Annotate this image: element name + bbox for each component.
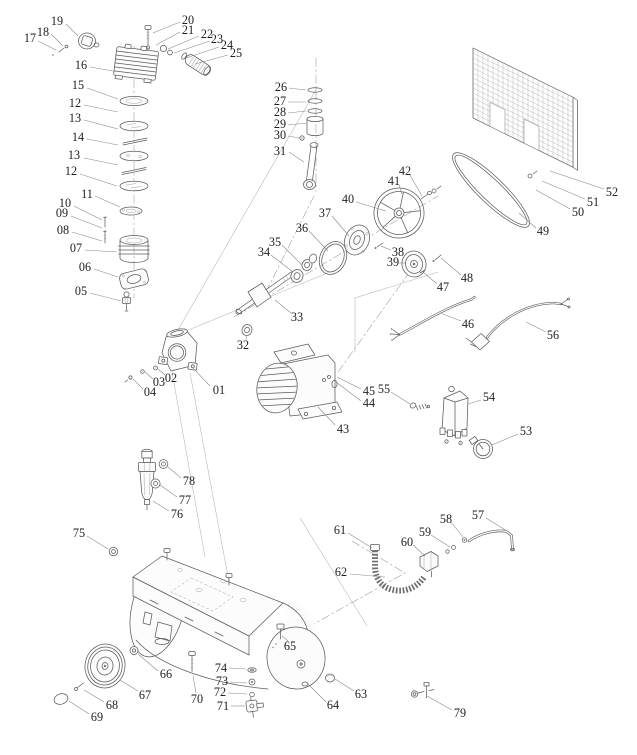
part-label-46-44: 46 bbox=[461, 317, 475, 331]
leader-line-20 bbox=[153, 22, 180, 33]
part-label-76-60: 76 bbox=[170, 507, 184, 521]
part-label-21-18: 21 bbox=[181, 23, 195, 37]
leader-line-54 bbox=[468, 400, 481, 404]
leader-line-73 bbox=[230, 682, 247, 683]
part-label-06-15: 06 bbox=[78, 260, 92, 274]
part-label-37-32: 37 bbox=[318, 206, 332, 220]
part-label-61-62: 61 bbox=[333, 523, 347, 537]
part-label-35-34: 35 bbox=[268, 235, 282, 249]
leader-line-01 bbox=[192, 367, 210, 386]
leader-line-50 bbox=[536, 190, 570, 209]
part-label-78-58: 78 bbox=[182, 474, 196, 488]
part-label-67-70: 67 bbox=[138, 688, 152, 702]
part-label-29-26: 29 bbox=[273, 117, 287, 131]
leader-line-03 bbox=[145, 372, 153, 379]
part-label-17-2: 17 bbox=[23, 31, 37, 45]
leader-line-38 bbox=[381, 246, 391, 250]
leader-line-06 bbox=[94, 269, 118, 277]
part-label-72-76: 72 bbox=[213, 685, 227, 699]
leader-line-78 bbox=[168, 467, 181, 478]
guard-screws bbox=[432, 171, 537, 193]
part-label-30-27: 30 bbox=[273, 128, 287, 142]
part-label-34-35: 34 bbox=[257, 245, 271, 259]
part-label-36-33: 36 bbox=[295, 221, 309, 235]
leader-line-14 bbox=[87, 139, 118, 145]
leader-line-05 bbox=[90, 293, 121, 301]
leader-line-37 bbox=[332, 216, 349, 236]
part-label-54-56: 54 bbox=[482, 390, 496, 404]
part-label-13-6: 13 bbox=[68, 111, 82, 125]
cylinder-head bbox=[113, 43, 159, 83]
part-label-48-38: 48 bbox=[460, 271, 474, 285]
wheel-washer bbox=[130, 647, 138, 655]
part-label-71-77: 71 bbox=[216, 699, 230, 713]
crankcase bbox=[158, 327, 197, 371]
part-label-38-36: 38 bbox=[391, 245, 405, 259]
part-label-62-63: 62 bbox=[334, 565, 348, 579]
leader-line-42 bbox=[410, 175, 422, 196]
leader-line-63 bbox=[335, 679, 354, 691]
leader-line-29 bbox=[288, 123, 307, 125]
leader-line-16 bbox=[90, 67, 113, 71]
leader-line-26 bbox=[289, 88, 306, 90]
leader-line-07 bbox=[85, 250, 117, 252]
motor-pulley bbox=[375, 243, 442, 279]
pressure-gauge bbox=[469, 436, 492, 458]
wheel-screw bbox=[75, 683, 84, 691]
belt-guard-grille bbox=[473, 48, 578, 170]
cylinder-gasket bbox=[118, 268, 149, 290]
part-label-20-17: 20 bbox=[181, 13, 195, 27]
part-label-12-9: 12 bbox=[64, 164, 78, 178]
leader-line-35 bbox=[282, 245, 302, 265]
tank-nut bbox=[109, 547, 118, 556]
leader-line-04 bbox=[133, 379, 143, 389]
leader-line-75 bbox=[87, 536, 108, 549]
leader-line-46 bbox=[440, 313, 461, 321]
part-label-59-66: 59 bbox=[418, 525, 432, 539]
part-label-73-75: 73 bbox=[215, 674, 229, 688]
leader-line-17 bbox=[38, 41, 56, 50]
part-label-24-21: 24 bbox=[220, 38, 234, 52]
part-label-51-42: 51 bbox=[586, 195, 600, 209]
leader-line-24 bbox=[186, 47, 219, 58]
leader-line-52 bbox=[550, 171, 604, 189]
pressure-switch bbox=[440, 386, 468, 444]
part-label-63-78: 63 bbox=[354, 687, 368, 701]
part-label-27-24: 27 bbox=[273, 94, 287, 108]
safety-valve bbox=[411, 683, 434, 699]
head-bolt bbox=[145, 26, 151, 50]
intake-elbow bbox=[160, 45, 172, 55]
leader-line-69 bbox=[69, 701, 89, 714]
leader-line-68 bbox=[84, 690, 104, 702]
part-label-74-74: 74 bbox=[214, 661, 228, 675]
part-label-15-4: 15 bbox=[71, 78, 85, 92]
motor bbox=[253, 344, 342, 419]
leader-line-21 bbox=[156, 32, 180, 45]
leader-line-23 bbox=[174, 41, 210, 53]
leader-line-53 bbox=[492, 434, 518, 445]
leader-line-51 bbox=[542, 181, 585, 199]
leader-line-33 bbox=[275, 300, 291, 313]
leader-line-67 bbox=[120, 680, 138, 691]
leader-line-56 bbox=[526, 322, 546, 332]
part-label-28-25: 28 bbox=[273, 105, 287, 119]
leader-line-18 bbox=[51, 34, 63, 46]
part-label-64-79: 64 bbox=[326, 698, 340, 712]
part-label-40-31: 40 bbox=[341, 192, 355, 206]
part-label-07-14: 07 bbox=[69, 241, 83, 255]
part-label-26-23: 26 bbox=[274, 80, 288, 94]
part-label-57-64: 57 bbox=[471, 508, 485, 522]
leader-line-72 bbox=[228, 693, 247, 694]
leader-line-60 bbox=[413, 545, 425, 556]
part-label-02-49: 02 bbox=[164, 371, 178, 385]
part-label-11-10: 11 bbox=[81, 187, 93, 201]
part-label-43-52: 43 bbox=[336, 422, 350, 436]
braided-hose bbox=[371, 545, 425, 591]
head-screws bbox=[52, 45, 68, 56]
v-belt bbox=[445, 145, 538, 236]
wheel bbox=[81, 641, 128, 691]
leader-line-44 bbox=[336, 382, 361, 401]
leader-line-45 bbox=[337, 377, 361, 389]
head-studs bbox=[104, 217, 107, 243]
part-label-53-57: 53 bbox=[519, 424, 533, 438]
leader-line-70 bbox=[193, 676, 196, 693]
part-label-44-53: 44 bbox=[362, 396, 376, 410]
part-label-16-3: 16 bbox=[74, 58, 88, 72]
regulator-nut bbox=[159, 460, 168, 469]
leader-line-15 bbox=[87, 88, 118, 99]
part-label-19-0: 19 bbox=[50, 14, 64, 28]
part-label-01-48: 01 bbox=[212, 383, 226, 397]
outlet-pipe bbox=[446, 531, 515, 553]
flywheel-bolt bbox=[421, 192, 432, 200]
part-label-22-19: 22 bbox=[200, 27, 214, 41]
part-label-03-50: 03 bbox=[152, 375, 166, 389]
leader-line-62 bbox=[350, 574, 385, 577]
part-label-32-47: 32 bbox=[236, 338, 250, 352]
part-label-25-22: 25 bbox=[229, 46, 243, 60]
part-label-65-68: 65 bbox=[283, 639, 297, 653]
part-label-55-55: 55 bbox=[377, 382, 391, 396]
part-label-56-45: 56 bbox=[546, 328, 560, 342]
leader-line-79 bbox=[427, 696, 452, 710]
leader-line-22 bbox=[168, 36, 199, 49]
part-label-05-16: 05 bbox=[74, 284, 88, 298]
power-cord-plug bbox=[467, 298, 571, 350]
part-label-14-7: 14 bbox=[71, 130, 85, 144]
part-label-41-30: 41 bbox=[387, 174, 401, 188]
leader-line-77 bbox=[160, 485, 177, 497]
elbow-fitting bbox=[420, 552, 438, 578]
leader-line-64 bbox=[308, 684, 326, 702]
coil-fitting bbox=[409, 402, 429, 410]
wheel-cap bbox=[53, 692, 70, 706]
part-label-45-54: 45 bbox=[362, 384, 376, 398]
regulator-assembly bbox=[139, 449, 161, 510]
leader-line-12 bbox=[84, 105, 118, 112]
oil-seal bbox=[240, 323, 253, 337]
part-label-31-28: 31 bbox=[273, 144, 287, 158]
part-label-08-13: 08 bbox=[56, 223, 70, 237]
part-label-69-72: 69 bbox=[90, 710, 104, 724]
leader-line-11 bbox=[95, 196, 120, 207]
part-label-70-73: 70 bbox=[190, 692, 204, 706]
leader-line-19 bbox=[66, 24, 78, 36]
part-label-09-12: 09 bbox=[55, 206, 69, 220]
part-label-77-59: 77 bbox=[178, 493, 192, 507]
bearings bbox=[289, 253, 318, 284]
air-filter bbox=[79, 33, 100, 49]
leader-line-58 bbox=[451, 522, 463, 537]
part-label-33-46: 33 bbox=[290, 310, 304, 324]
leader-line-30 bbox=[288, 136, 300, 138]
bearing-cover bbox=[340, 221, 375, 259]
part-label-49-40: 49 bbox=[536, 224, 550, 238]
part-label-04-51: 04 bbox=[143, 385, 157, 399]
part-label-18-1: 18 bbox=[36, 25, 50, 39]
leader-line-55 bbox=[391, 392, 410, 404]
leader-line-10 bbox=[74, 206, 102, 220]
leader-line-74 bbox=[229, 668, 246, 669]
part-label-13-8: 13 bbox=[67, 148, 81, 162]
drain-cock-parts bbox=[245, 668, 265, 718]
part-label-58-65: 58 bbox=[439, 512, 453, 526]
leader-line-48 bbox=[441, 258, 461, 275]
leg-bolt bbox=[189, 652, 195, 672]
leader-line-59 bbox=[431, 535, 450, 547]
flywheel bbox=[369, 183, 430, 244]
part-label-68-71: 68 bbox=[105, 698, 119, 712]
part-label-79-80: 79 bbox=[453, 706, 467, 720]
leader-line-34 bbox=[271, 255, 293, 272]
part-label-75-61: 75 bbox=[72, 526, 86, 540]
leader-line-13 bbox=[84, 120, 118, 129]
part-label-50-41: 50 bbox=[571, 205, 585, 219]
part-label-12-5: 12 bbox=[68, 96, 82, 110]
leader-line-76 bbox=[153, 501, 169, 511]
part-label-39-37: 39 bbox=[386, 255, 400, 269]
part-label-23-20: 23 bbox=[210, 32, 224, 46]
leader-line-61 bbox=[348, 533, 372, 548]
leader-line-12 bbox=[80, 174, 117, 186]
part-label-52-43: 52 bbox=[605, 185, 619, 199]
part-label-42-29: 42 bbox=[398, 164, 412, 178]
piston-group bbox=[300, 88, 323, 190]
leader-line-57 bbox=[486, 518, 507, 531]
leader-line-31 bbox=[289, 152, 304, 162]
part-label-60-67: 60 bbox=[400, 535, 414, 549]
leader-line-47 bbox=[423, 272, 437, 284]
part-label-66-69: 66 bbox=[159, 667, 173, 681]
leader-line-13 bbox=[84, 158, 118, 165]
leader-line-36 bbox=[309, 231, 328, 251]
part-label-10-11: 10 bbox=[58, 196, 72, 210]
part-label-47-39: 47 bbox=[436, 280, 450, 294]
check-valve-fitting bbox=[123, 292, 131, 311]
leader-line-08 bbox=[72, 232, 102, 241]
crankshaft bbox=[235, 274, 292, 315]
